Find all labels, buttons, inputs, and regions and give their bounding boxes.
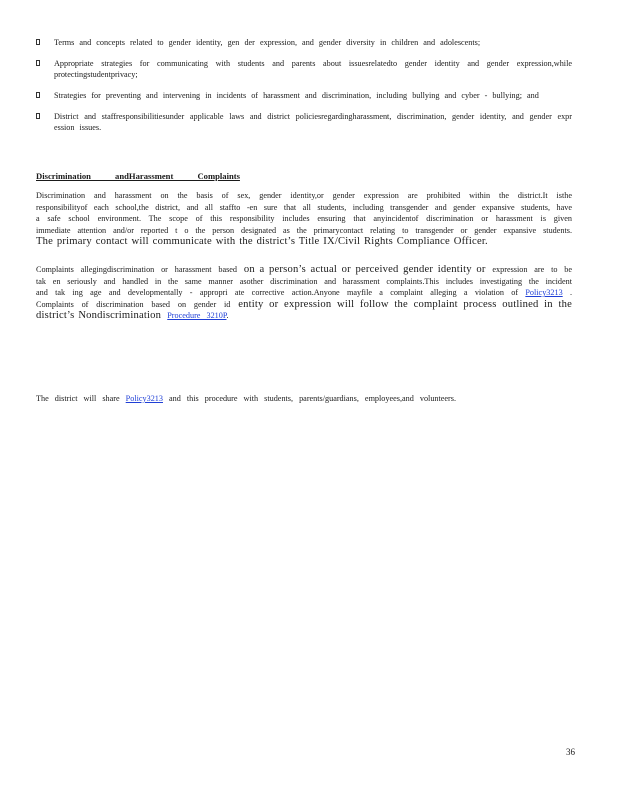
list-item-text: Strategies for preventing and intervening in incidents of harassment and discrimination, including bullying and cyber - bullying; and [54, 91, 539, 100]
list-item [36, 111, 572, 133]
paragraph-text: The district will share [36, 394, 120, 403]
paragraph-text: . Complaints of discrimination based on gender id [36, 288, 573, 309]
paragraph-text: expression are to be tak en seriously and handled in the same manner asother discrimination and harassment complaints.This includes investigating the incident and tak ing age and developmentally - appropri ate corrective action.Anyone mayfile a complaint alleging a violation of [36, 265, 572, 298]
paragraph-text-large: entity or expression will follow the complaint process outlined in the district’s Nondiscrimination [36, 298, 572, 322]
paragraph-text: Complaints allegingdiscrimination or harassment based [36, 265, 238, 274]
sharing-paragraph [36, 393, 572, 405]
list-item-text: District and staffresponsibilitiesunder applicable laws and district policiesregardingharassment, discrimination, gender identity, and gender expr ession issues. [54, 112, 572, 132]
list-item [36, 37, 572, 48]
list-item-text: Appropriate strategies for communicating with students and parents about issuesrelatedto gender identity and gender expression,while protectingstudentprivacy; [54, 59, 572, 79]
page-number: 36 [566, 747, 575, 757]
discrimination-paragraph [36, 190, 572, 248]
list-item [36, 90, 572, 101]
bullet-icon [36, 92, 40, 98]
paragraph-text: and this procedure with students, parents/guardians, employees,and volunteers. [169, 394, 457, 403]
bullet-icon [36, 39, 40, 45]
paragraph-text: Discrimination and harassment on the basis of sex, gender identity,or gender expression are prohibited within the district.It isthe responsibilityof each school,the district, and all staffto -en sure that all students, including transgender and gender expansive students, have a safe school environment. The scope of this responsibility includes ensuring that anyincidentof discrimination or harassment is given immediate attention and/or reported t o the person designated as the primarycontact relating to transgender or gender expansive students. [36, 191, 572, 235]
policy-3213-link[interactable]: Policy3213 [125, 394, 163, 403]
bullet-icon [36, 113, 40, 119]
section-heading: Discrimination andHarassment Complaints [36, 171, 240, 181]
training-topics-list [36, 37, 572, 143]
paragraph-text-large: on a person’s actual or perceived gender identity or [243, 264, 486, 275]
procedure-3210p-link[interactable]: Procedure 3210P [167, 311, 227, 321]
paragraph-text: . [226, 311, 229, 321]
bullet-icon [36, 60, 40, 66]
complaints-paragraph [36, 264, 572, 322]
list-item [36, 58, 572, 80]
policy-3213-link[interactable]: Policy3213 [525, 288, 563, 298]
list-item-text: Terms and concepts related to gender identity, gen der expression, and gender diversity in children and adolescents; [54, 38, 481, 47]
paragraph-text-large: The primary contact will communicate with the district’s Title IX/Civil Rights Compliance Officer. [36, 236, 488, 248]
